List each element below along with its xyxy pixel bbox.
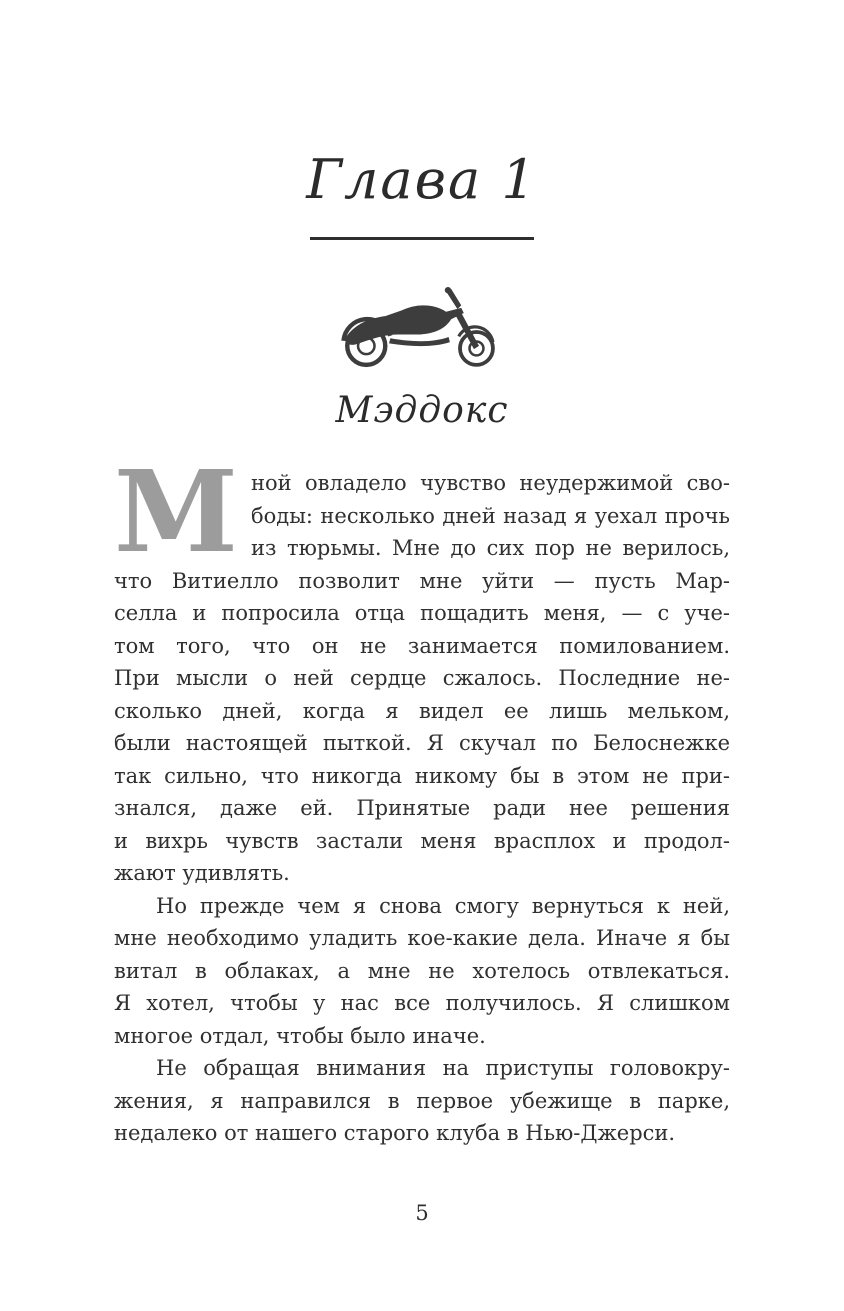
drop-cap: М (114, 447, 238, 578)
text-line: из тюрьмы. Мне до сих пор не верилось, (250, 536, 730, 560)
text-line: так сильно, что никогда никому бы в этом не при- (114, 763, 730, 788)
paragraph (114, 890, 730, 1053)
text-line: Я хотел, чтобы у нас все получилось. Я слишком (114, 991, 730, 1015)
page-number: 5 (415, 1201, 429, 1225)
text-line: что Витиелло позволит мне уйти — пусть Мар- (114, 568, 730, 593)
text-line: многое отдал, чтобы было иначе. (114, 1023, 486, 1048)
text-line: жают удивлять. (114, 861, 290, 885)
text-line: При мысли о ней сердце сжалось. Последние не- (114, 666, 730, 690)
chapter-divider (310, 237, 534, 240)
text-line: Не обращая внимания на приступы головокру- (156, 1056, 730, 1080)
text-line: ной овладело чувство неудержимой сво- (250, 471, 730, 495)
pov-character-name: Мэддокс (335, 390, 509, 431)
text-line: селла и попросила отца пощадить меня, — с уче- (114, 601, 730, 625)
text-line: боды: несколько дней назад я уехал прочь (250, 503, 730, 528)
text-line: были настоящей пыткой. Я скучал по Белоснежке (114, 731, 730, 755)
paragraph (114, 447, 730, 890)
text-line: Но прежде чем я снова смогу вернуться к ней, (156, 893, 730, 918)
motorcycle-icon (322, 266, 522, 384)
paragraph (114, 1052, 730, 1150)
text-line: жения, я направился в первое убежище в парке, (114, 1088, 730, 1113)
text-line: витал в облаках, а мне не хотелось отвлекаться. (114, 958, 730, 983)
text-line: сколько дней, когда я видел ее лишь мельком, (114, 698, 730, 723)
text-line: мне необходимо уладить кое-какие дела. Иначе я бы (114, 926, 730, 950)
body-text (114, 447, 730, 1150)
text-line: том того, что он не занимается помилованием. (114, 633, 730, 658)
chapter-title: Глава 1 (306, 148, 538, 211)
text-line: знался, даже ей. Принятые ради нее решения (114, 796, 730, 820)
text-line: и вихрь чувств застали меня врасплох и продол- (114, 828, 730, 853)
text-line: недалеко от нашего старого клуба в Нью-Джерси. (114, 1121, 676, 1145)
